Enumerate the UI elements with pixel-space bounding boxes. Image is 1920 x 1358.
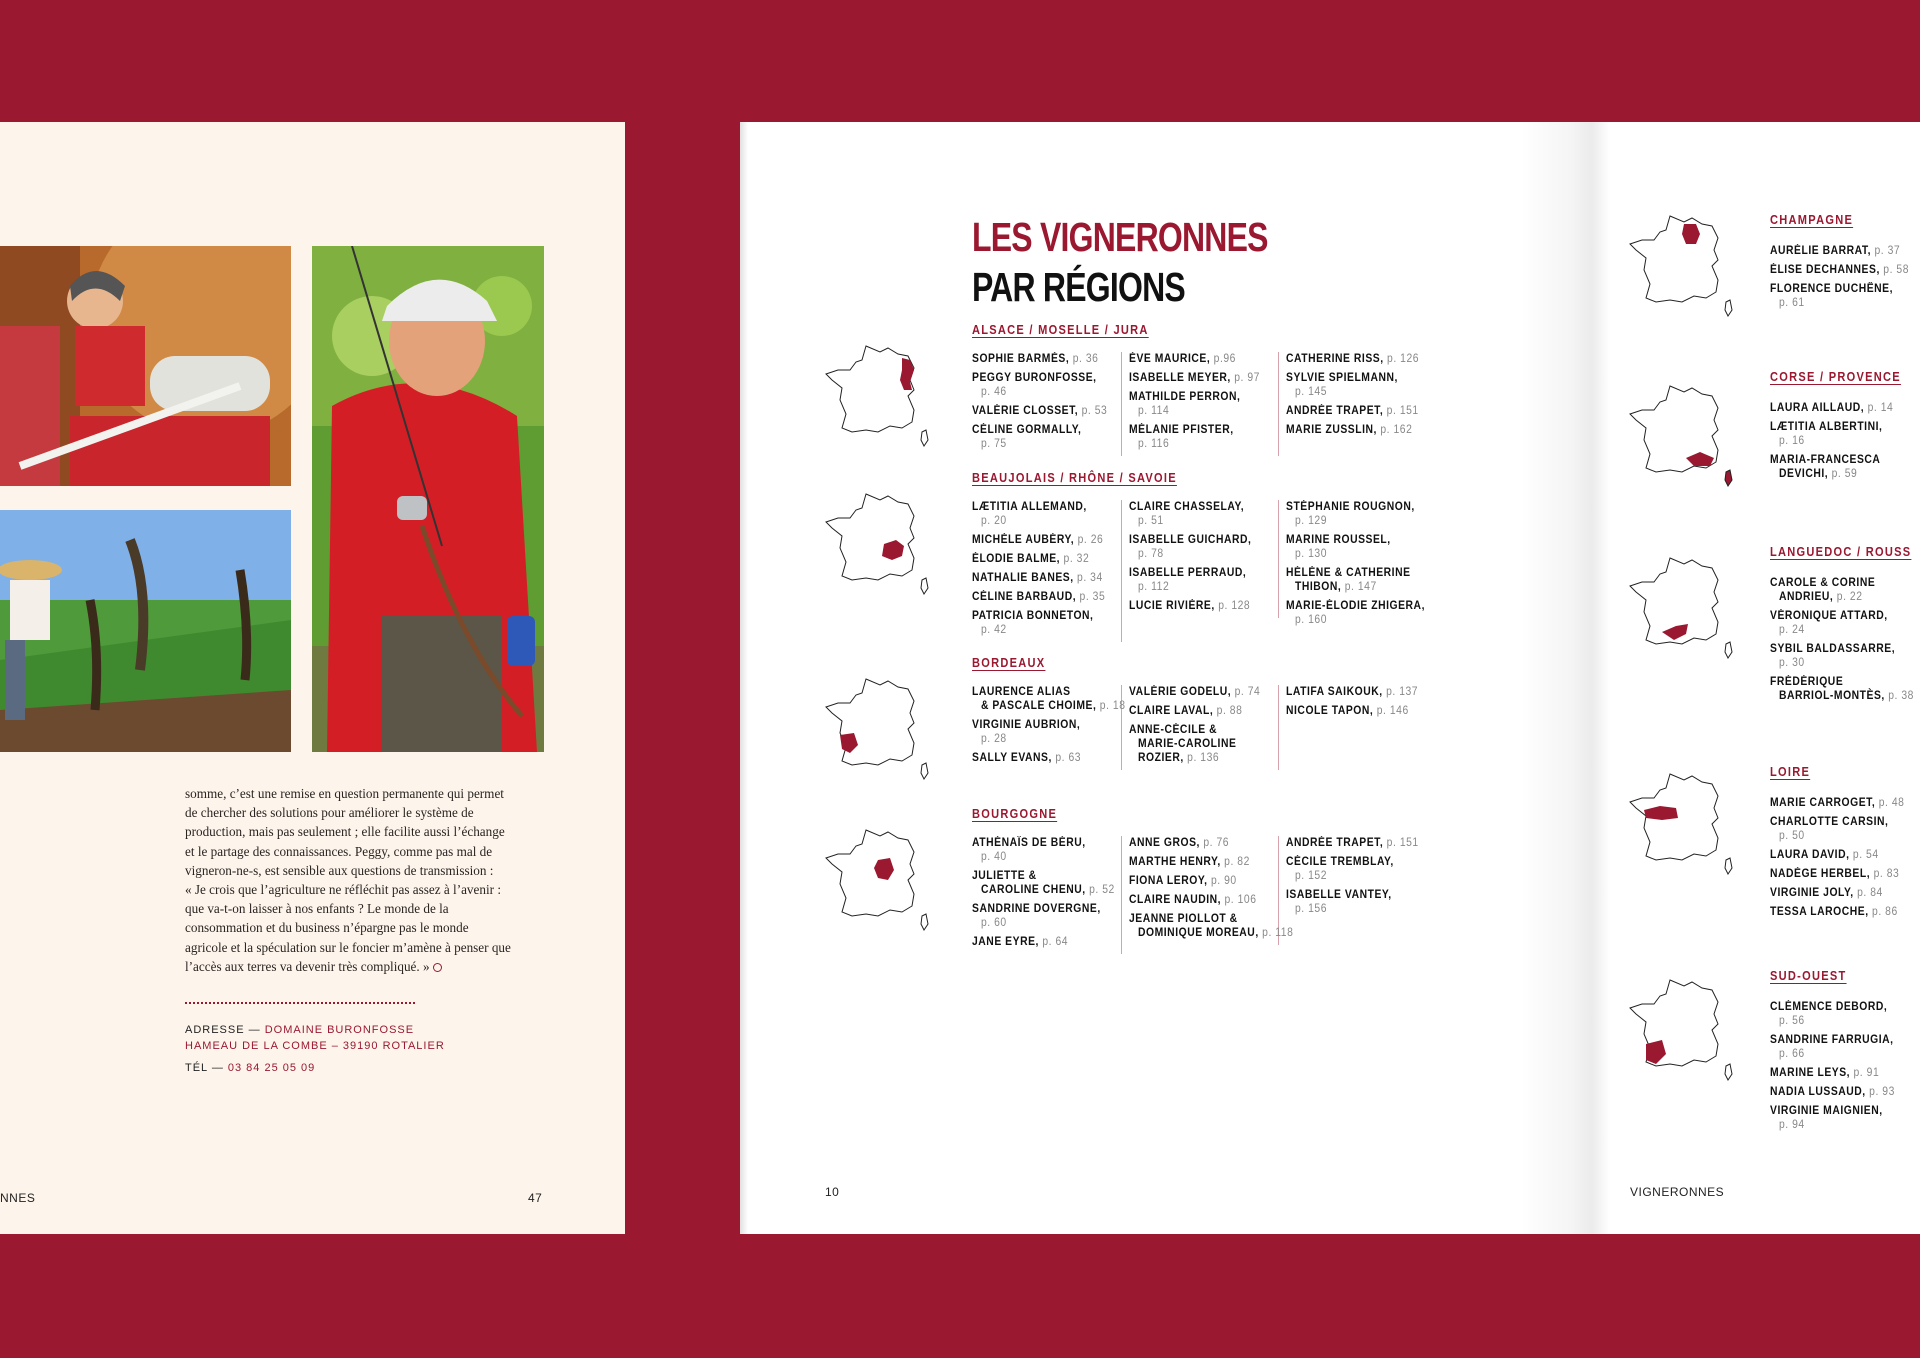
vigneronne-name: CLÉMENCE DEBORD, — [1770, 1001, 1888, 1013]
address-line-2 — [185, 1040, 445, 1052]
region-column — [972, 685, 1126, 770]
body-line: de chercher des solutions pour améliorer le système de — [185, 805, 474, 821]
vigneronne-name: MARTHE HENRY, — [1129, 856, 1221, 868]
vigneronne-name: SANDRINE FARRUGIA, — [1770, 1034, 1894, 1046]
body-line: production, mais pas seulement ; elle facilite aussi l’échange — [185, 824, 505, 840]
vigneronne-entry — [1129, 533, 1263, 561]
page-ref: p. 50 — [1779, 830, 1805, 842]
body-line: l’accès aux terres va devenir très compliqué. » — [185, 957, 545, 976]
vigneronne-name: MARINE ROUSSEL, — [1286, 534, 1391, 546]
page-ref: p. 90 — [1207, 875, 1237, 887]
body-line: « Je crois que l’agriculture ne réfléchit pas assez à l’avenir : — [185, 882, 501, 898]
vigneronne-entry — [1286, 855, 1421, 883]
address-street: HAMEAU DE LA COMBE – 39190 ROTALIER — [185, 1040, 445, 1052]
vigneronne-entry — [972, 571, 1106, 585]
vigneronne-name: ANNE-CÉCILE & — [1129, 724, 1218, 736]
vigneronne-entry — [1770, 815, 1905, 843]
vigneronne-entry — [1129, 704, 1263, 718]
region-column — [972, 352, 1122, 456]
vigneronne-entry — [1770, 886, 1905, 900]
vigneronne-name: LATIFA SAIKOUK, — [1286, 686, 1383, 698]
page-ref: p. 18 — [1096, 700, 1126, 712]
vigneronne-entry — [972, 685, 1126, 713]
page-ref: p. 114 — [1138, 405, 1170, 417]
vigneronne-entry — [972, 371, 1106, 399]
vigneronne-name: ANDRÉE TRAPET, — [1286, 405, 1384, 417]
page-ref: p. 76 — [1199, 837, 1230, 849]
region-map-champagne — [1626, 210, 1736, 320]
vigneronne-name: ISABELLE VANTEY, — [1286, 889, 1392, 901]
vigneronne-entry — [972, 352, 1106, 366]
vigneronne-name: SALLY EVANS, — [972, 752, 1052, 764]
page-ref: p. 86 — [1868, 906, 1898, 918]
region-column — [1286, 352, 1436, 442]
vigneronne-name-continued: THIBON, p. 147 — [1295, 581, 1377, 593]
page-ref: p. 106 — [1221, 894, 1257, 906]
page-ref: p. 91 — [1850, 1067, 1880, 1079]
vigneronne-name: JULIETTE & — [972, 870, 1037, 882]
region-heading: CORSE / PROVENCE — [1770, 369, 1901, 384]
vigneronne-entry — [972, 533, 1106, 547]
page-ref: p. 151 — [1383, 837, 1419, 849]
vigneronne-entry — [1286, 371, 1421, 399]
page-ref: p. 137 — [1382, 686, 1419, 698]
page-number-10: 10 — [825, 1185, 840, 1199]
region-map-languedoc — [1626, 552, 1736, 662]
vigneronne-name: ISABELLE PERRAUD, — [1129, 567, 1247, 579]
region-column — [1770, 1000, 1920, 1137]
vigneronne-name: VALÉRIE CLOSSET, — [972, 405, 1079, 417]
region-column — [1286, 500, 1436, 632]
vigneronne-name-continued: CAROLINE CHENU, p. 52 — [981, 884, 1115, 896]
page-ref: p. 145 — [1295, 386, 1328, 398]
vigneronne-name: MARIE-ÉLODIE ZHIGERA, — [1286, 600, 1425, 612]
body-line: somme, c’est une remise en question permanente qui permet — [185, 786, 504, 801]
page-ref: p. 84 — [1853, 887, 1883, 899]
vigneronne-name: MARIE CARROGET, — [1770, 797, 1876, 809]
region-column — [1129, 836, 1294, 945]
vigneronne-name: LAURA DAVID, — [1770, 849, 1850, 861]
page-ref: p. 160 — [1295, 614, 1328, 626]
vigneronne-name: MARINE LEYS, — [1770, 1067, 1851, 1079]
page-ref: p. 146 — [1373, 705, 1409, 717]
vigneronne-name: STÉPHANIE ROUGNON, — [1286, 501, 1415, 513]
vigneronne-entry — [1129, 874, 1263, 888]
vigneronne-name: VALÉRIE GODELU, — [1129, 686, 1232, 698]
page-ref: p. 22 — [1833, 591, 1863, 603]
vigneronne-name: CÉLINE GORMALLY, — [972, 424, 1082, 436]
page-ref: p. 51 — [1138, 515, 1164, 527]
vigneronne-name: MICHÈLE AUBÉRY, — [972, 534, 1075, 546]
page-ref: p. 61 — [1779, 297, 1805, 309]
region-column — [1770, 401, 1920, 486]
vigneronne-entry — [972, 609, 1106, 637]
vigneronne-entry — [1770, 263, 1909, 277]
vigneronne-name: VIRGINIE AUBRION, — [972, 719, 1081, 731]
vigneronne-name: NICOLE TAPON, — [1286, 705, 1374, 717]
region-column — [1770, 796, 1920, 924]
page-ref: p. 40 — [981, 851, 1007, 863]
vigneronne-entry — [1129, 500, 1263, 528]
region-column — [1770, 244, 1920, 315]
vigneronne-entry — [1129, 566, 1263, 594]
vigneronne-entry — [1770, 609, 1905, 637]
vigneronne-name: HÉLÈNE & CATHERINE — [1286, 567, 1411, 579]
vigneronne-entry — [1770, 401, 1905, 415]
vigneronne-name-continued: BARRIOL-MONTÈS, p. 38 — [1779, 690, 1914, 702]
title-line-1: LES VIGNERONNES — [972, 214, 1268, 260]
vigneronne-name: FIONA LEROY, — [1129, 875, 1208, 887]
vigneronne-name: CÉCILE TREMBLAY, — [1286, 856, 1394, 868]
region-map-loire — [1626, 768, 1736, 878]
page-ref: p. 116 — [1138, 438, 1170, 450]
vigneronne-entry — [1286, 888, 1421, 916]
page-ref: p. 64 — [1038, 936, 1069, 948]
vigneronne-name: CHARLOTTE CARSIN, — [1770, 816, 1889, 828]
vigneronne-name: FRÉDÉRIQUE — [1770, 676, 1844, 688]
page-ref: p.96 — [1210, 353, 1236, 365]
vigneronne-entry — [972, 751, 1106, 765]
title-line-2: PAR RÉGIONS — [972, 264, 1185, 310]
region-column — [1286, 685, 1436, 723]
vigneronne-entry — [1770, 796, 1905, 810]
vigneronne-entry — [1770, 867, 1905, 881]
page-ref: p. 56 — [1779, 1015, 1805, 1027]
vigneronne-entry — [972, 718, 1106, 746]
page-ref: p. 112 — [1138, 581, 1170, 593]
vigneronne-name: CÉLINE BARBAUD, — [972, 591, 1077, 603]
phone-label: TÉL — — [185, 1062, 228, 1074]
vigneronne-entry — [1286, 599, 1425, 627]
vigneronne-entry — [1129, 836, 1263, 850]
vigneronne-name: SOPHIE BARMÈS, — [972, 353, 1070, 365]
region-column — [972, 836, 1122, 954]
page-ref: p. 32 — [1060, 553, 1090, 565]
vigneronne-name: NADIA LUSSAUD, — [1770, 1086, 1866, 1098]
vigneronne-name: NATHALIE BANES, — [972, 572, 1074, 584]
page-ref: p. 75 — [981, 438, 1007, 450]
page-ref: p. 28 — [981, 733, 1007, 745]
vigneronne-name: TESSA LAROCHE, — [1770, 906, 1869, 918]
body-line: agricole et la spéculation sur le foncier m’amène à penser que — [185, 939, 511, 955]
body-line: que va-t-on laisser à nos enfants ? Le monde de la — [185, 901, 449, 917]
vigneronne-name: ÉLISE DECHANNES, — [1770, 264, 1880, 276]
vigneronne-entry — [1770, 642, 1905, 670]
region-heading: ALSACE / MOSELLE / JURA — [972, 322, 1149, 337]
region-heading: BORDEAUX — [972, 655, 1046, 670]
region-heading: BOURGOGNE — [972, 806, 1058, 821]
vigneronne-entry — [1770, 1104, 1905, 1132]
vigneronne-name: ISABELLE MEYER, — [1129, 372, 1231, 384]
page-ref: p. 54 — [1849, 849, 1879, 861]
page-ref: p. 151 — [1383, 405, 1419, 417]
vigneronne-name: CLAIRE CHASSELAY, — [1129, 501, 1245, 513]
vigneronne-entry — [1770, 1000, 1905, 1028]
vigneronne-entry — [1770, 1085, 1905, 1099]
region-map-rhone — [822, 488, 932, 598]
running-footer-left: NNES — [0, 1191, 36, 1205]
vigneronne-entry — [1129, 723, 1263, 765]
gutter-shadow — [740, 122, 748, 1234]
page-ref: p. 52 — [1085, 884, 1115, 896]
page-ref: p. 59 — [1828, 468, 1858, 480]
page-ref: p. 36 — [1069, 353, 1099, 365]
page-ref: p. 35 — [1076, 591, 1106, 603]
vigneronne-name: LÆTITIA ALLEMAND, — [972, 501, 1087, 513]
page-ref: p. 88 — [1213, 705, 1243, 717]
vigneronne-name-continued: DEVICHI, p. 59 — [1779, 468, 1858, 480]
vigneronne-name: ANDRÉE TRAPET, — [1286, 837, 1384, 849]
page-ref: p. 74 — [1231, 686, 1261, 698]
vigneronne-name-continued: MARIE-CAROLINE — [1138, 738, 1237, 750]
page-ref: p. 30 — [1779, 657, 1805, 669]
vigneronne-entry — [1129, 599, 1263, 613]
page-ref: p. 118 — [1258, 927, 1294, 939]
vigneronne-entry — [1286, 500, 1421, 528]
address-label: ADRESSE — — [185, 1024, 265, 1036]
vigneronne-name: MATHILDE PERRON, — [1129, 391, 1241, 403]
page-ref: p. 94 — [1779, 1119, 1805, 1131]
page-ref: p. 53 — [1078, 405, 1108, 417]
region-map-alsace — [822, 340, 932, 450]
vigneronne-entry — [1770, 1033, 1905, 1061]
page-ref: p. 24 — [1779, 624, 1805, 636]
page-ref: p. 152 — [1295, 870, 1328, 882]
region-column — [1286, 836, 1436, 921]
page-ref: p. 58 — [1879, 264, 1909, 276]
page-ref: p. 129 — [1295, 515, 1328, 527]
page-ref: p. 37 — [1871, 245, 1901, 257]
vigneronne-entry — [1286, 566, 1421, 594]
page-ref: p. 97 — [1230, 372, 1260, 384]
phone-line — [185, 1062, 315, 1074]
vigneronne-name: CLAIRE LAVAL, — [1129, 705, 1214, 717]
vigneronne-entry — [972, 552, 1106, 566]
body-line: et le partage des connaissances. Peggy, comme pas mal de — [185, 843, 493, 859]
region-heading: LANGUEDOC / ROUSS — [1770, 544, 1912, 559]
vigneronne-name: FLORENCE DUCHÊNE, — [1770, 283, 1894, 295]
address-line-1 — [185, 1024, 414, 1036]
vigneronne-name: ANNE GROS, — [1129, 837, 1200, 849]
page-ref: p. 16 — [1779, 435, 1805, 447]
vigneronne-name: ISABELLE GUICHARD, — [1129, 534, 1252, 546]
page-ref: p. 26 — [1074, 534, 1104, 546]
vigneronne-name: LAURA AILLAUD, — [1770, 402, 1865, 414]
region-map-bourgogne — [822, 824, 932, 934]
page-ref: p. 38 — [1884, 690, 1914, 702]
dotted-separator — [185, 1002, 415, 1004]
vigneronne-name: MARIA-FRANCESCA — [1770, 454, 1881, 466]
vigneronne-name-continued: DOMINIQUE MOREAU, p. 118 — [1138, 927, 1294, 939]
region-column — [1129, 685, 1279, 770]
vigneronne-name: CAROLE & CORINE — [1770, 577, 1876, 589]
vigneronne-name: MARIE ZUSSLIN, — [1286, 424, 1377, 436]
vigneronne-entry — [1129, 685, 1263, 699]
vigneronne-name: JANE EYRE, — [972, 936, 1039, 948]
vigneronne-name-continued: & PASCALE CHOIME, p. 18 — [981, 700, 1126, 712]
vigneronne-name: CATHERINE RISS, — [1286, 353, 1384, 365]
vigneronne-entry — [1770, 1066, 1905, 1080]
photo-winemaker-portrait — [312, 246, 544, 752]
vigneronne-entry — [972, 836, 1106, 864]
page-ref: p. 156 — [1295, 903, 1328, 915]
region-column — [1129, 352, 1279, 456]
vigneronne-name: LÆTITIA ALBERTINI, — [1770, 421, 1883, 433]
vigneronne-entry — [972, 423, 1106, 451]
vigneronne-entry — [1286, 836, 1421, 850]
vigneronne-name: PATRICIA BONNETON, — [972, 610, 1094, 622]
page-ref: p. 93 — [1865, 1086, 1895, 1098]
vigneronne-entry — [972, 869, 1115, 897]
page-ref: p. 48 — [1875, 797, 1905, 809]
vigneronne-entry — [1286, 352, 1421, 366]
spine-shadow — [1520, 122, 1610, 1234]
region-map-provence — [1626, 380, 1736, 490]
page-ref: p. 60 — [981, 917, 1007, 929]
vigneronne-name: SYBIL BALDASSARRE, — [1770, 643, 1896, 655]
page-ref: p. 147 — [1341, 581, 1377, 593]
region-column — [1770, 576, 1920, 708]
vigneronne-entry — [1129, 352, 1263, 366]
page-ref: p. 83 — [1870, 868, 1900, 880]
vigneronne-name: LUCIE RIVIÈRE, — [1129, 600, 1215, 612]
vigneronne-entry — [1286, 423, 1421, 437]
vigneronne-name: LAURENCE ALIAS — [972, 686, 1071, 698]
region-heading: BEAUJOLAIS / RHÔNE / SAVOIE — [972, 470, 1177, 485]
page-ref: p. 42 — [981, 624, 1007, 636]
vigneronne-name-continued: ANDRIEU, p. 22 — [1779, 591, 1863, 603]
vigneronne-name: ÉLODIE BALME, — [972, 553, 1061, 565]
vigneronne-entry — [1129, 855, 1263, 869]
region-map-sudouest — [1626, 974, 1736, 1084]
page-ref: p. 20 — [981, 515, 1007, 527]
vigneronne-name: AURÉLIE BARRAT, — [1770, 245, 1872, 257]
region-heading: LOIRE — [1770, 764, 1811, 779]
page-ref: p. 66 — [1779, 1048, 1805, 1060]
page-ref: p. 34 — [1073, 572, 1103, 584]
vigneronne-entry — [1129, 390, 1263, 418]
vigneronne-entry — [972, 590, 1106, 604]
vigneronne-entry — [972, 935, 1106, 949]
page-ref: p. 63 — [1051, 752, 1082, 764]
vigneronne-entry — [1770, 282, 1905, 310]
vigneronne-entry — [1770, 420, 1905, 448]
page-ref: p. 126 — [1383, 353, 1420, 365]
vigneronne-name: PEGGY BURONFOSSE, — [972, 372, 1097, 384]
vigneronne-entry — [972, 902, 1106, 930]
page-ref: p. 128 — [1214, 600, 1251, 612]
end-circle-icon — [433, 963, 442, 972]
vigneronne-entry — [972, 500, 1106, 528]
vigneronne-name: VIRGINIE MAIGNIEN, — [1770, 1105, 1883, 1117]
page-ref: p. 130 — [1295, 548, 1328, 560]
left-page — [0, 122, 625, 1234]
vigneronne-entry — [1770, 576, 1905, 604]
region-heading: CHAMPAGNE — [1770, 212, 1854, 227]
vigneronne-name: NADÈGE HERBEL, — [1770, 868, 1871, 880]
page-ref: p. 78 — [1138, 548, 1164, 560]
vigneronne-entry — [1770, 848, 1905, 862]
vigneronne-name: SYLVIE SPIELMANN, — [1286, 372, 1398, 384]
vigneronne-name: SANDRINE DOVERGNE, — [972, 903, 1101, 915]
page-number-47: 47 — [528, 1191, 543, 1205]
article-body-text — [185, 784, 545, 976]
vigneronne-entry — [1286, 685, 1421, 699]
vigneronne-entry — [1129, 912, 1294, 940]
body-line: vigneron-ne-s, est sensible aux questions de transmission : — [185, 862, 494, 878]
vigneronne-name: VÉRONIQUE ATTARD, — [1770, 610, 1888, 622]
vigneronne-name: ATHÉNAÏS DE BÉRU, — [972, 837, 1086, 849]
page-title — [972, 212, 1268, 312]
vigneronne-name: CLAIRE NAUDIN, — [1129, 894, 1222, 906]
vigneronne-entry — [1129, 371, 1263, 385]
vigneronne-name-continued: ROZIER, p. 136 — [1138, 752, 1220, 764]
page-ref: p. 82 — [1220, 856, 1250, 868]
running-footer-right: VIGNERONNES — [1630, 1185, 1725, 1199]
vigneronne-entry — [1770, 453, 1905, 481]
region-column — [972, 500, 1122, 642]
region-map-bordeaux — [822, 673, 932, 783]
vigneronne-name: VIRGINIE JOLY, — [1770, 887, 1854, 899]
vigneronne-entry — [1286, 704, 1421, 718]
vigneronne-entry — [1129, 893, 1263, 907]
photo-vineyard-pruning — [0, 510, 291, 752]
page-ref: p. 162 — [1376, 424, 1413, 436]
page-ref: p. 14 — [1864, 402, 1894, 414]
vigneronne-name: JEANNE PIOLLOT & — [1129, 913, 1238, 925]
vigneronne-entry — [1770, 905, 1905, 919]
region-column — [1129, 500, 1279, 618]
vigneronne-entry — [1770, 244, 1905, 258]
right-page — [740, 122, 1920, 1234]
region-heading: SUD-OUEST — [1770, 968, 1847, 983]
body-line: consommation et du business n’épargne pas le monde — [185, 920, 469, 936]
vigneronne-entry — [972, 404, 1106, 418]
page-ref: p. 46 — [981, 386, 1007, 398]
vigneronne-name: MÉLANIE PFISTER, — [1129, 424, 1234, 436]
photo-winemaker-cellar — [0, 246, 291, 486]
vigneronne-entry — [1129, 423, 1263, 451]
address-domain: DOMAINE BURONFOSSE — [264, 1024, 415, 1036]
vigneronne-name: ÈVE MAURICE, — [1129, 353, 1211, 365]
vigneronne-entry — [1770, 675, 1914, 703]
page-ref: p. 136 — [1183, 752, 1220, 764]
phone-number: 03 84 25 05 09 — [227, 1062, 316, 1074]
vigneronne-entry — [1286, 404, 1421, 418]
vigneronne-entry — [1286, 533, 1421, 561]
